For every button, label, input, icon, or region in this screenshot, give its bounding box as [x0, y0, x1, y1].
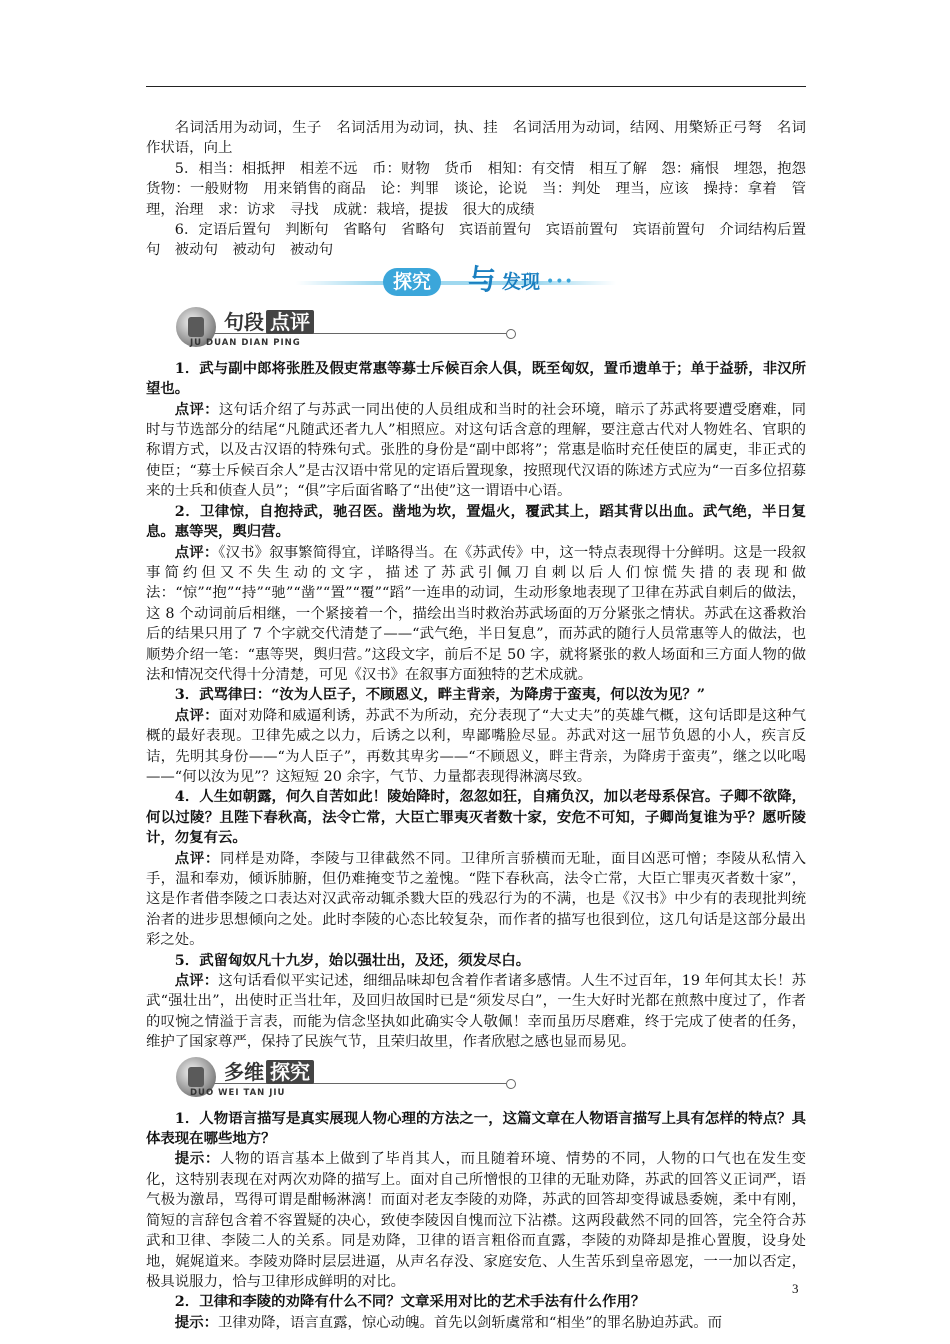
review-comment: 点评：《汉书》叙事繁简得宜，详略得当。在《苏武传》中，这一特点表现得十分鲜明。这是一段叙事简约但又不失生动的文字，描述了苏武引佩刀自刺以后人们惊慌失措的表现和做法：“惊”“抱”“持”“驰”“凿”“置”“覆”“蹈”一连串的动词，生动形象地表现了卫律在苏武自刺后的做法，这 8 个动词前后相继，一个紧接着一个，描绘出当时救治苏武场面的万分紧张之情状。苏武在这番救治后的结果只用了 7 个字就交代清楚了——“武气绝，半日复息”，而苏武的随行人员常惠等人的做法，也顺势介绍一笔：“惠等哭，舆归营。”这段文字，前后不足 50 字，就将紧张的救人场面和三方面人物的做法和情况交代得十分清楚，可见《汉书》在叙事方面独特的艺术成就。	[146, 543, 806, 683]
subheader-multi-exploration	[146, 1055, 806, 1105]
subheader-sentence-review	[146, 305, 806, 355]
explore-hint: 提示：卫律劝降，语言直露，惊心动魄。首先以剑斩虞常和“相坐”的罪名胁迫苏武。而	[174, 1313, 722, 1331]
review-item-4	[146, 787, 806, 950]
explore-question: 1．人物语言描写是真实展现人物心理的方法之一，这篇文章在人物语言描写上具有怎样的特点？具体表现在哪些地方？	[146, 1109, 806, 1148]
review-comment: 点评：这句话看似平实记述，细细品味却包含着作者诸多感情。人生不过百年，19 年何其太长！苏武“强壮出”，出使时正当壮年，及回归故国时已是“须发尽白”，一生大好时光都在煎熬中度过了，作者的叹惋之情溢于言表，而能为信念坚执如此确实令人敬佩！幸而虽历尽磨难，终于完成了使者的任务，维护了国家尊严，保持了民族气节，且荣归故里，作者欣慰之感也显而易见。	[146, 972, 806, 1051]
review-item-5	[146, 951, 806, 1053]
review-item-2	[146, 502, 806, 686]
page-content	[146, 118, 821, 1333]
subheader-knob	[506, 329, 516, 339]
subheader-pinyin: DUO WEI TAN JIU	[190, 1087, 286, 1098]
subheader-title: 句段 点评	[224, 309, 314, 335]
subheader-title: 多维 探究	[224, 1059, 314, 1085]
review-item-1	[146, 359, 806, 502]
review-question: 3．武骂律曰：“汝为人臣子，不顾恩义，畔主背亲，为降虏于蛮夷，何以汝为见？”	[174, 686, 706, 704]
explore-hint: 提示：人物的语言基本上做到了毕肖其人，而且随着环境、情势的不同，人物的口气也在发生变化，这特别表现在对两次劝降的描写上。面对自己所憎恨的卫律的无耻劝降，苏武的回答义正词严，语气极为激昂，骂得可谓是酣畅淋漓！而面对老友李陵的劝降，苏武的回答却变得诚恳委婉，柔中有刚，简短的言辞包含着不容置疑的决心，致使李陵因自愧而泣下沾襟。这两段截然不同的回答，完全符合苏武和卫律、李陵二人的关系。同是劝降，卫律的语言粗俗而直露，李陵的劝降却是推心置腹，设身处地，娓娓道来。李陵劝降时层层进逼，从声名存没、家庭安危、人生苦乐到皇帝恩宠，一一加以否定，极具说服力，恰与卫律形成鲜明的对比。	[146, 1150, 806, 1290]
answer-line-6: 6．定语后置句 判断句 省略句 省略句 宾语前置句 宾语前置句 宾语前置句 介词结构后置句 被动句 被动句 被动句	[146, 222, 806, 259]
review-question: 5．武留匈奴凡十九岁，始以强壮出，及还，须发尽白。	[174, 951, 531, 969]
review-item-3	[146, 685, 806, 787]
review-question: 1．武与副中郎将张胜及假吏常惠等募士斥候百余人俱，既至匈奴，置币遗单于；单于益骄，非汉所望也。	[146, 359, 806, 398]
answer-line-4: 名词活用为动词，生子 名词活用为动词，执、挂 名词活用为动词，结网、用檠矫正弓弩 名词作状语，向上	[146, 120, 806, 157]
explore-item-1	[146, 1109, 806, 1293]
header-pill: 探究	[383, 268, 441, 296]
subheader-knob	[506, 1079, 516, 1089]
page-number: 3	[792, 1281, 799, 1296]
answer-line-5: 5．相当：相抵押 相差不远 币：财物 货币 相知：有交情 相互了解 怨：痛恨 埋怨，抱怨 货物：一般财物 用来销售的商品 论：判罪 谈论，论说 当：判处 理当，应该 操持：拿着 管理，治理 求：访求 寻找 成就：栽培，提拔 很大的成绩	[146, 160, 821, 218]
header-rule	[146, 86, 806, 87]
subheader-pinyin: JU DUAN DIAN PING	[190, 337, 301, 348]
header-dots: •••	[546, 273, 574, 290]
section-header-explore-discover	[146, 262, 806, 299]
review-comment: 点评：同样是劝降，李陵与卫律截然不同。卫律所言骄横而无耻，面目凶恶可憎；李陵从私情入手，温和奉劝，倾诉肺腑，但仍难掩变节之羞愧。“陛下春秋高，法令亡常，大臣亡罪夷灭者数十家”，这是作者借李陵之口表达对汉武帝动辄杀戮大臣的残忍行为的不满，也是《汉书》中少有的表现批判统治者的进步思想倾向之处。此时李陵的心态比较复杂，而作者的描写也很到位，这几句话是这部分最出彩之处。	[146, 849, 806, 949]
header-right-text: 发现	[502, 270, 541, 293]
review-comment: 点评：面对劝降和威逼利诱，苏武不为所动，充分表现了“大丈夫”的英雄气概，这句话即是这种气概的最好表现。卫律先威之以力，后诱之以利，卑鄙嘴脸尽显。苏武对这一屈节负恩的小人，疾言反诘，先明其身份——“为人臣子”，再数其卑劣——“不顾恩义，畔主背亲，为降虏于蛮夷”，继之以叱喝——“何以汝为见”？这短短 20 余字，气节、力量都表现得淋漓尽致。	[146, 706, 806, 785]
explore-item-2	[146, 1292, 806, 1333]
review-comment: 点评：这句话介绍了与苏武一同出使的人员组成和当时的社会环境，暗示了苏武将要遭受磨难，同时与节选部分的结尾“凡随武还者九人”相照应。对这句话含意的理解，要注意古代对人物姓名、官职的称谓方式，以及古汉语的特殊句式。张胜的身份是“副中郎将”；常惠是临时充任使臣的属吏，非正式的使臣；“募士斥候百余人”是古汉语中常见的定语后置现象，按照现代汉语的陈述方式应为“一百多位招募来的士兵和侦查人员”；“俱”字后面省略了“出使”这一谓语中心语。	[146, 400, 806, 500]
explore-question: 2．卫律和李陵的劝降有什么不同？文章采用对比的艺术手法有什么作用？	[174, 1293, 646, 1311]
header-mid-char: 与	[468, 262, 497, 296]
review-question: 4．人生如朝露，何久自苦如此！陵始降时，忽忽如狂，自痛负汉，加以老母系保宫。子卿不欲降，何以过陵？且陛下春秋高，法令亡常，大臣亡罪夷灭者数十家，安危不可知，子卿尚复谁为乎？愿听陵计，勿复有云。	[146, 788, 806, 847]
review-question: 2．卫律惊，自抱持武，驰召医。凿地为坎，置煴火，覆武其上，蹈其背以出血。武气绝，半日复息。惠等哭，舆归营。	[146, 502, 806, 541]
